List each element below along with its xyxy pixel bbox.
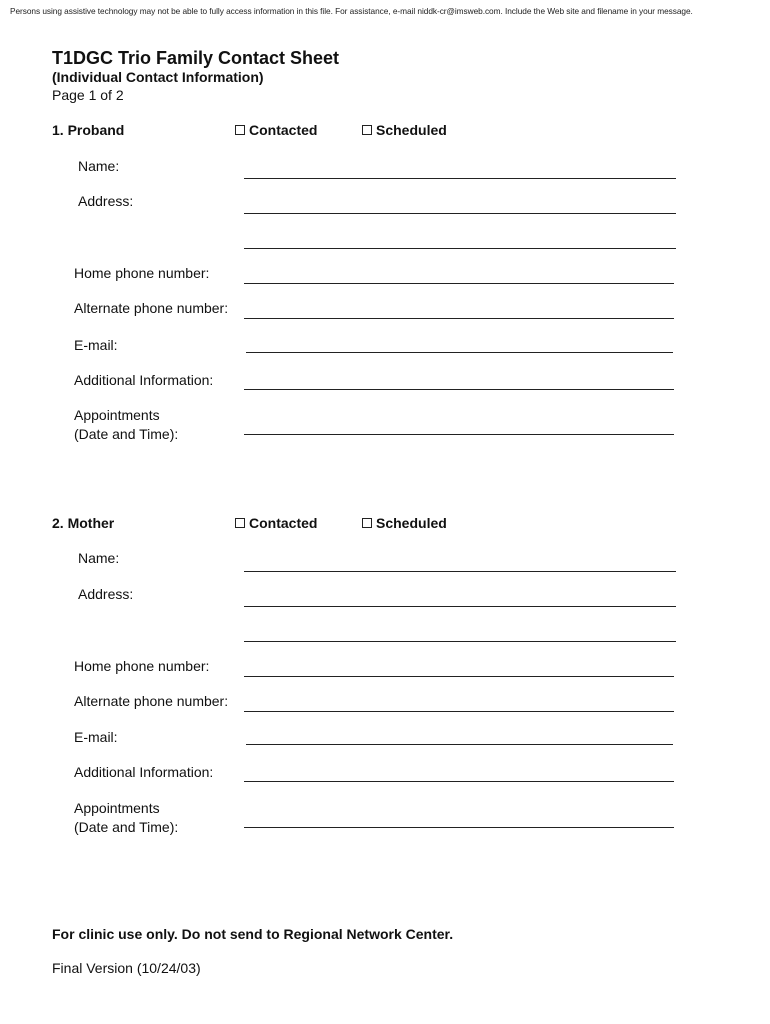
address-field-line-1[interactable]	[244, 606, 676, 607]
additional-info-label: Additional Information:	[74, 764, 214, 780]
checkbox-label: Scheduled	[376, 122, 447, 138]
home-phone-field-line[interactable]	[244, 676, 674, 677]
checkbox-box[interactable]	[235, 518, 245, 528]
contacted-checkbox[interactable]	[235, 122, 317, 138]
page-number: Page 1 of 2	[52, 87, 124, 103]
name-field-line[interactable]	[244, 571, 676, 572]
address-field-line-2[interactable]	[244, 641, 676, 642]
address-label: Address:	[78, 193, 134, 209]
contacted-checkbox[interactable]	[235, 515, 317, 531]
page-title: T1DGC Trio Family Contact Sheet	[52, 48, 340, 68]
additional-info-field-line[interactable]	[244, 389, 674, 390]
accessibility-notice: Persons using assistive technology may not be able to fully access information in this file. For assistance, e-mail niddk-cr@imsweb.com. Include the Web site and filename in your message.	[10, 6, 693, 16]
scheduled-checkbox[interactable]	[362, 122, 447, 138]
alt-phone-label: Alternate phone number:	[74, 300, 229, 316]
name-field-line[interactable]	[244, 178, 676, 179]
email-label: E-mail:	[74, 729, 118, 745]
version-label: Final Version (10/24/03)	[52, 960, 201, 976]
appointments-field-line[interactable]	[244, 827, 674, 828]
email-label: E-mail:	[74, 337, 118, 353]
appointments-sublabel: (Date and Time):	[74, 819, 179, 835]
additional-info-label: Additional Information:	[74, 372, 214, 388]
checkbox-box[interactable]	[362, 518, 372, 528]
checkbox-label: Contacted	[249, 122, 318, 138]
appointments-label: Appointments	[74, 800, 160, 816]
checkbox-label: Contacted	[249, 515, 318, 531]
address-field-line-1[interactable]	[244, 213, 676, 214]
checkbox-box[interactable]	[235, 125, 245, 135]
email-field-line[interactable]	[246, 744, 673, 745]
checkbox-box[interactable]	[362, 125, 372, 135]
appointments-label: Appointments	[74, 407, 160, 423]
alt-phone-field-line[interactable]	[244, 318, 674, 319]
home-phone-label: Home phone number:	[74, 265, 210, 281]
page-subtitle: (Individual Contact Information)	[52, 69, 264, 85]
appointments-field-line[interactable]	[244, 434, 674, 435]
name-label: Name:	[78, 158, 120, 174]
clinic-use-note: For clinic use only. Do not send to Regional Network Center.	[52, 926, 454, 942]
section-heading: 1. Proband	[52, 122, 125, 138]
appointments-sublabel: (Date and Time):	[74, 426, 179, 442]
name-label: Name:	[78, 550, 120, 566]
scheduled-checkbox[interactable]	[362, 515, 447, 531]
home-phone-label: Home phone number:	[74, 658, 210, 674]
additional-info-field-line[interactable]	[244, 781, 674, 782]
section-heading: 2. Mother	[52, 515, 115, 531]
alt-phone-field-line[interactable]	[244, 711, 674, 712]
address-label: Address:	[78, 586, 134, 602]
address-field-line-2[interactable]	[244, 248, 676, 249]
email-field-line[interactable]	[246, 352, 673, 353]
alt-phone-label: Alternate phone number:	[74, 693, 229, 709]
checkbox-label: Scheduled	[376, 515, 447, 531]
home-phone-field-line[interactable]	[244, 283, 674, 284]
